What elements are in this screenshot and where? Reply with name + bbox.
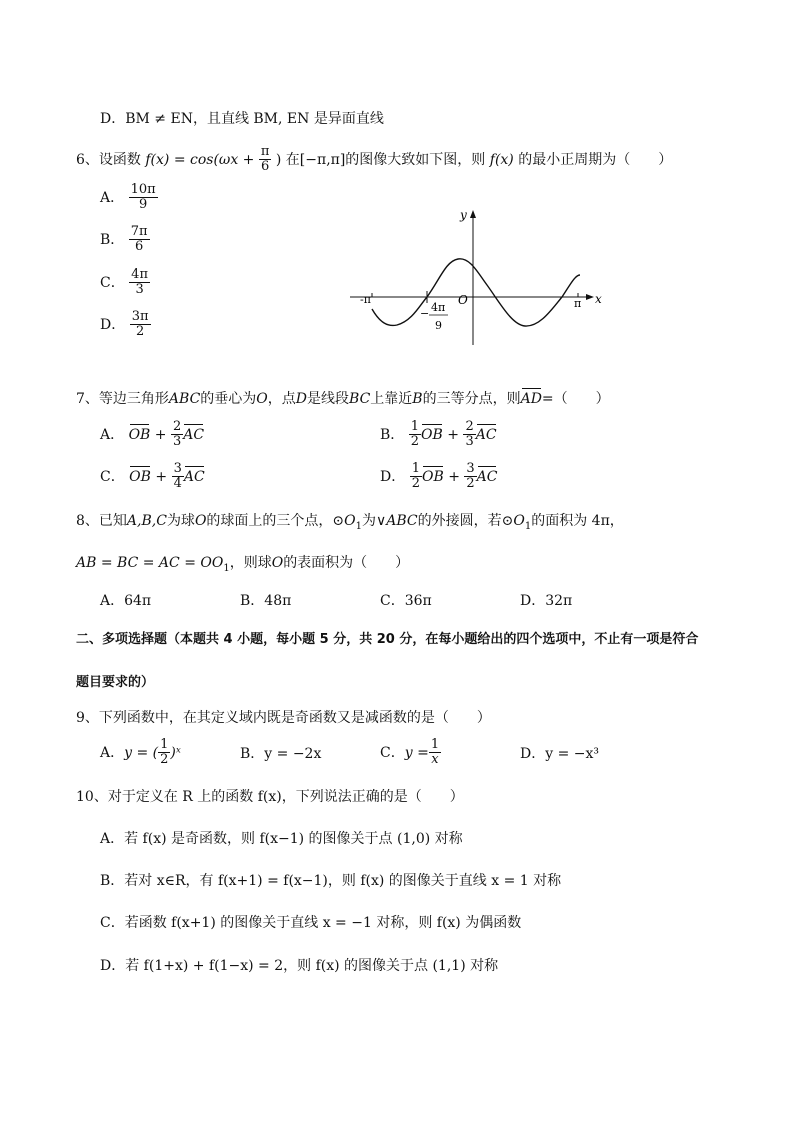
q6-function-a: f(x) = cos(ωx + (145, 151, 255, 168)
q9-option-d: D．y = −x³ (520, 746, 600, 762)
q7-option-c: C． OB + $\frac{3}{4}$ AC (100, 461, 205, 492)
q10-option-d: D．若 f(1+x) + f(1−x) = 2，则 f(x) 的图像关于点 (1,1) 对称 (100, 958, 499, 974)
neg-pi-label: -π (360, 293, 371, 306)
q6-stem (76, 145, 672, 175)
q7-option-a: A． OB + $\frac{2}{3}$ AC (100, 419, 205, 450)
vector-ad: AD (520, 391, 542, 407)
section-heading-line1: 二、多项选择题（本题共 4 小题，每小题 5 分，共 20 分，在每小题给出的四个选项中，不止有一项是符合 (76, 632, 699, 647)
q10-option-a: A．若 f(x) 是奇函数，则 f(x−1) 的图像关于点 (1,0) 对称 (100, 831, 463, 847)
q10-stem: 10、对于定义在 R 上的函数 f(x)，下列说法正确的是（ ） (76, 789, 464, 805)
q8-option-b: B．48π (240, 593, 292, 609)
q5-option-d: D．BM ≠ EN，且直线 BM, EN 是异面直线 (100, 111, 384, 127)
q6-option-d: D． $\frac{3\pi}{2}$ (100, 309, 149, 340)
y-label: y (460, 208, 467, 222)
q8-stem-line2: AB = BC = AC = $OO_1$，则球O的表面积为（ ） (76, 555, 410, 574)
q6-option-a: A． $\frac{10\pi}{9}$ (100, 182, 156, 213)
mark-denominator: 9 (435, 319, 442, 332)
pi-label: π (574, 297, 582, 310)
q7-stem: 7、等边三角形ABC的垂心为O，点D是线段BC上靠近B的三等分点，则AD=（ ） (76, 391, 610, 407)
origin-label: O (458, 293, 468, 307)
q6-prefix: 6、设函数 (76, 151, 141, 168)
cosine-curve (372, 259, 580, 326)
q6-option-c: C． $\frac{4\pi}{3}$ (100, 267, 148, 298)
q7-option-d: D． $\frac{1}{2}$ OB + $\frac{3}{2}$ AC (380, 461, 498, 492)
q9-option-a: A．y = ( $\frac{1}{2}$ )ˣ (100, 737, 181, 768)
q7-option-b: B． $\frac{1}{2}$ OB + $\frac{2}{3}$ AC (380, 419, 497, 450)
x-label: x (595, 292, 602, 306)
q6-function-b: ) (275, 151, 282, 168)
q8-option-a: A．64π (100, 593, 152, 609)
mark-numerator: 4π (431, 301, 446, 314)
q9-stem: 9、下列函数中，在其定义域内既是奇函数又是减函数的是（ ） (76, 710, 491, 726)
q6-option-b: B． $\frac{7\pi}{6}$ (100, 224, 148, 255)
q6-function-frac: $\frac{\pi}{6}$ (260, 144, 270, 175)
cosine-graph (340, 205, 610, 350)
q9-option-b: B．y = −2x (240, 746, 322, 762)
q10-option-b: B．若对 x∈R，有 f(x+1) = f(x−1)，则 f(x) 的图像关于直线 x = 1 对称 (100, 873, 562, 889)
q6-suffix: 的最小正周期为（ ） (518, 151, 673, 168)
q10-option-c: C．若函数 f(x+1) 的图像关于直线 x = −1 对称，则 f(x) 为偶函数 (100, 915, 522, 931)
mark-minus: − (420, 307, 430, 320)
section-heading-line2: 题目要求的） (76, 675, 155, 690)
q8-option-c: C．36π (380, 593, 432, 609)
y-axis-arrow (470, 210, 476, 218)
q8-stem-line1: 8、已知A,B,C为球O的球面上的三个点，$⊙O_1$为∨ABC的外接圆，若$⊙O_1$的面积为 4π， (76, 513, 624, 532)
q8-option-d: D．32π (520, 593, 573, 609)
q6-fx: f(x) (489, 151, 514, 168)
q9-option-c: C．y = $\frac{1}{x}$ (380, 737, 440, 768)
q6-middle: 在[−π,π]的图像大致如下图，则 (285, 151, 486, 168)
x-axis-arrow (586, 294, 594, 300)
